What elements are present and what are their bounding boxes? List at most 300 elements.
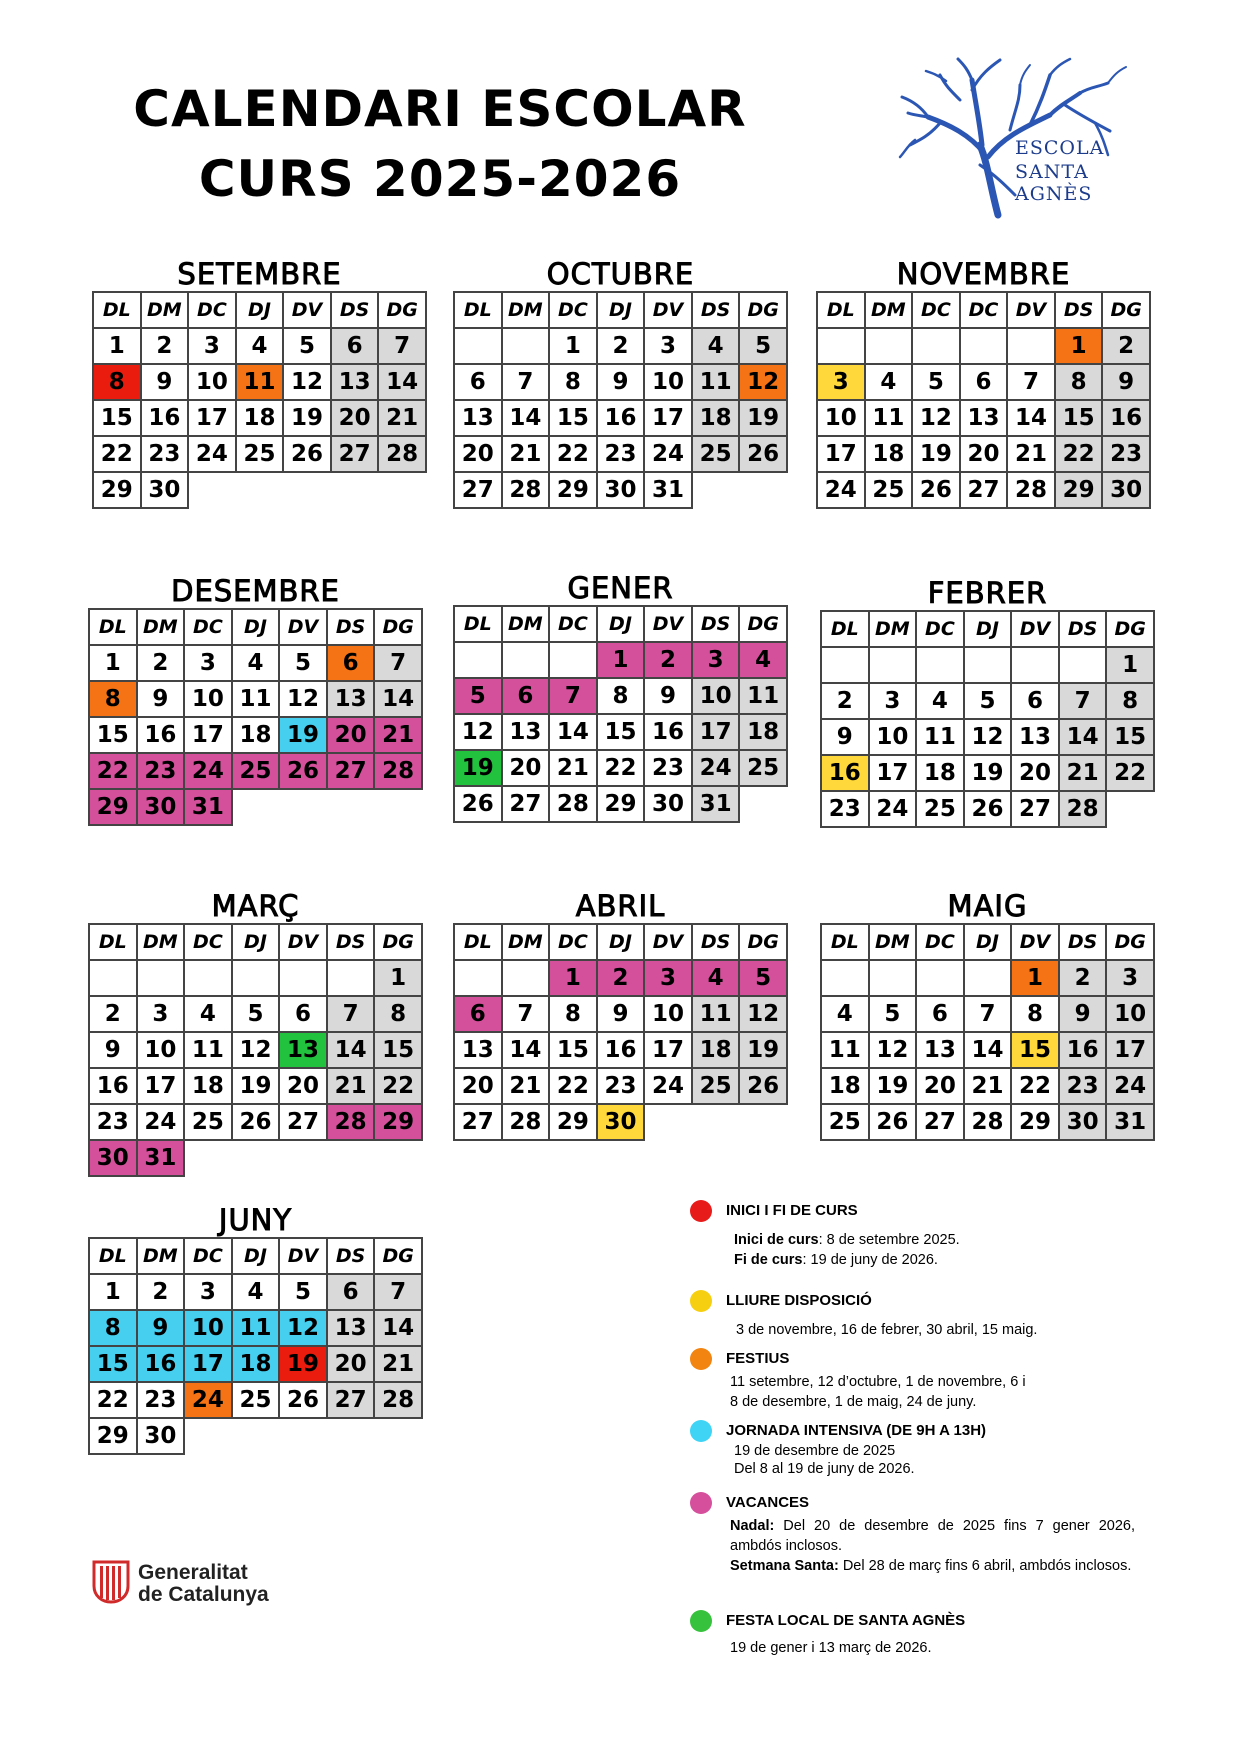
- day-cell: 28: [549, 786, 597, 822]
- page-title-line1: CALENDARI ESCOLAR: [133, 80, 747, 138]
- day-cell: 19: [964, 755, 1012, 791]
- day-cell: 20: [960, 436, 1008, 472]
- day-cell: 30: [137, 789, 185, 825]
- day-cell: 1: [374, 960, 422, 996]
- weekday-header: DL: [93, 292, 141, 328]
- day-cell: 8: [89, 681, 137, 717]
- month-name: NOVEMBRE: [896, 257, 1071, 291]
- day-cell: 6: [279, 996, 327, 1032]
- day-cell: 21: [374, 1346, 422, 1382]
- week-row: [93, 328, 426, 364]
- day-cell: 28: [378, 436, 426, 472]
- day-cell: 24: [1106, 1068, 1154, 1104]
- month-table: [816, 291, 1151, 509]
- day-cell: 1: [89, 645, 137, 681]
- day-cell: 12: [964, 719, 1012, 755]
- weekday-header: DJ: [232, 924, 280, 960]
- day-cell: 15: [1011, 1032, 1059, 1068]
- weekday-header: DS: [1059, 924, 1107, 960]
- weekday-header: DG: [1106, 924, 1154, 960]
- day-cell: 27: [916, 1104, 964, 1140]
- weekday-header: DL: [89, 924, 137, 960]
- legend-title: INICI I FI DE CURS: [726, 1202, 858, 1219]
- weekday-header: DL: [821, 924, 869, 960]
- day-cell: 24: [644, 436, 692, 472]
- day-cell: 29: [1011, 1104, 1059, 1140]
- day-cell: 5: [454, 678, 502, 714]
- weekday-header: DG: [374, 924, 422, 960]
- blank-cell: [378, 472, 426, 508]
- day-cell: 3: [644, 960, 692, 996]
- weekday-header: DL: [89, 609, 137, 645]
- day-cell: 12: [454, 714, 502, 750]
- day-cell: 19: [454, 750, 502, 786]
- blank-cell: [692, 472, 740, 508]
- day-cell: 9: [141, 364, 189, 400]
- day-cell: 22: [597, 750, 645, 786]
- day-cell: 16: [644, 714, 692, 750]
- day-cell: 27: [327, 1382, 375, 1418]
- day-cell: 6: [502, 678, 550, 714]
- day-cell: 11: [184, 1032, 232, 1068]
- day-cell: 5: [869, 996, 917, 1032]
- day-cell: 21: [374, 717, 422, 753]
- weekday-header: DC: [549, 292, 597, 328]
- day-cell: 7: [374, 1274, 422, 1310]
- month-table: [453, 605, 788, 823]
- week-row: [89, 996, 422, 1032]
- day-cell: 16: [821, 755, 869, 791]
- day-cell: 26: [279, 1382, 327, 1418]
- month-table: [453, 291, 788, 509]
- weekday-header: DV: [644, 924, 692, 960]
- day-cell: 26: [232, 1104, 280, 1140]
- month-name: ABRIL: [575, 889, 666, 923]
- day-cell: 4: [865, 364, 913, 400]
- day-cell: 9: [137, 1310, 185, 1346]
- weekday-header-row: [93, 292, 426, 328]
- day-cell: 28: [374, 1382, 422, 1418]
- month-10: [88, 1204, 423, 1455]
- day-cell: 29: [89, 789, 137, 825]
- day-cell: 15: [89, 717, 137, 753]
- month-7: [88, 890, 423, 1177]
- weekday-header: DG: [1106, 611, 1154, 647]
- day-cell: 13: [454, 400, 502, 436]
- weekday-header: DG: [739, 606, 787, 642]
- week-row: [454, 328, 787, 364]
- weekday-header: DC: [549, 606, 597, 642]
- day-cell: 9: [597, 364, 645, 400]
- day-cell: 3: [644, 328, 692, 364]
- day-cell: 16: [137, 1346, 185, 1382]
- day-cell: 18: [692, 1032, 740, 1068]
- weekday-header: DM: [502, 606, 550, 642]
- legend-value: : 19 de juny de 2026.: [802, 1252, 938, 1268]
- blank-cell: [739, 472, 787, 508]
- day-cell: 2: [137, 645, 185, 681]
- day-cell: 15: [1055, 400, 1103, 436]
- month-3: [816, 258, 1151, 509]
- day-cell: 21: [1059, 755, 1107, 791]
- weekday-header: DS: [327, 924, 375, 960]
- day-cell: 31: [184, 789, 232, 825]
- day-cell: 16: [89, 1068, 137, 1104]
- day-cell: 21: [502, 1068, 550, 1104]
- day-cell: 22: [549, 436, 597, 472]
- day-cell: 23: [1102, 436, 1150, 472]
- weekday-header: DV: [279, 924, 327, 960]
- blank-cell: [374, 1418, 422, 1454]
- day-cell: 14: [327, 1032, 375, 1068]
- day-cell: 21: [378, 400, 426, 436]
- day-cell: 30: [137, 1418, 185, 1454]
- day-cell: 11: [739, 678, 787, 714]
- day-cell: 28: [964, 1104, 1012, 1140]
- empty-day-cell: [912, 328, 960, 364]
- weekday-header: DJ: [232, 1238, 280, 1274]
- day-cell: 14: [964, 1032, 1012, 1068]
- gencat-line2: de Catalunya: [138, 1583, 269, 1606]
- day-cell: 15: [89, 1346, 137, 1382]
- month-1: [92, 258, 427, 509]
- day-cell: 25: [184, 1104, 232, 1140]
- day-cell: 13: [502, 714, 550, 750]
- weekday-header-row: [89, 609, 422, 645]
- day-cell: 28: [1007, 472, 1055, 508]
- day-cell: 12: [739, 364, 787, 400]
- week-row: [89, 1104, 422, 1140]
- day-cell: 8: [374, 996, 422, 1032]
- week-row: [821, 1032, 1154, 1068]
- day-cell: 19: [869, 1068, 917, 1104]
- legend-line: Del 8 al 19 de juny de 2026.: [734, 1461, 915, 1477]
- day-cell: 24: [184, 1382, 232, 1418]
- empty-day-cell: [232, 960, 280, 996]
- day-cell: 19: [912, 436, 960, 472]
- legend-line: 11 setembre, 12 d’octubre, 1 de novembre, 6 i: [730, 1374, 1026, 1390]
- day-cell: 25: [232, 753, 280, 789]
- day-cell: 8: [549, 364, 597, 400]
- month-name: GENER: [567, 571, 674, 605]
- day-cell: 10: [869, 719, 917, 755]
- month-table: [92, 291, 427, 509]
- day-cell: 15: [374, 1032, 422, 1068]
- day-cell: 28: [502, 472, 550, 508]
- week-row: [454, 960, 787, 996]
- blank-cell: [692, 1104, 740, 1140]
- day-cell: 28: [327, 1104, 375, 1140]
- day-cell: 25: [692, 436, 740, 472]
- blank-cell: [283, 472, 331, 508]
- weekday-header-row: [821, 924, 1154, 960]
- weekday-header: DG: [378, 292, 426, 328]
- day-cell: 13: [916, 1032, 964, 1068]
- day-cell: 29: [374, 1104, 422, 1140]
- week-row: [454, 400, 787, 436]
- week-row: [454, 1068, 787, 1104]
- day-cell: 30: [89, 1140, 137, 1176]
- blank-cell: [739, 786, 787, 822]
- blank-cell: [327, 1418, 375, 1454]
- month-4: [88, 575, 423, 826]
- day-cell: 9: [644, 678, 692, 714]
- day-cell: 9: [821, 719, 869, 755]
- day-cell: 13: [960, 400, 1008, 436]
- day-cell: 27: [331, 436, 379, 472]
- day-cell: 29: [1055, 472, 1103, 508]
- day-cell: 11: [865, 400, 913, 436]
- weekday-header: DC: [549, 924, 597, 960]
- day-cell: 19: [739, 1032, 787, 1068]
- legend-bold: Setmana Santa:: [730, 1558, 839, 1574]
- day-cell: 29: [93, 472, 141, 508]
- week-row: [93, 436, 426, 472]
- weekday-header-row: [454, 606, 787, 642]
- day-cell: 3: [188, 328, 236, 364]
- day-cell: 23: [644, 750, 692, 786]
- legend-text: 3 de novembre, 16 de febrer, 30 abril, 15 maig.: [736, 1322, 1038, 1338]
- catalan-flag-icon: [92, 1560, 130, 1604]
- day-cell: 22: [93, 436, 141, 472]
- weekday-header: DL: [454, 292, 502, 328]
- month-8: [453, 890, 788, 1141]
- day-cell: 29: [89, 1418, 137, 1454]
- week-row: [89, 1274, 422, 1310]
- weekday-header: DS: [327, 609, 375, 645]
- day-cell: 30: [1102, 472, 1150, 508]
- day-cell: 25: [236, 436, 284, 472]
- empty-day-cell: [964, 960, 1012, 996]
- blank-cell: [279, 789, 327, 825]
- day-cell: 11: [692, 996, 740, 1032]
- month-name: OCTUBRE: [546, 257, 695, 291]
- day-cell: 3: [869, 683, 917, 719]
- day-cell: 2: [1102, 328, 1150, 364]
- day-cell: 25: [865, 472, 913, 508]
- day-cell: 29: [549, 1104, 597, 1140]
- day-cell: 14: [374, 681, 422, 717]
- weekday-header: DC: [916, 924, 964, 960]
- day-cell: 18: [916, 755, 964, 791]
- weekday-header: DS: [692, 606, 740, 642]
- week-row: [817, 400, 1150, 436]
- week-row: [454, 436, 787, 472]
- day-cell: 18: [232, 717, 280, 753]
- day-cell: 6: [916, 996, 964, 1032]
- green-dot-icon: [690, 1610, 712, 1632]
- day-cell: 31: [137, 1140, 185, 1176]
- day-cell: 17: [184, 1346, 232, 1382]
- weekday-header: DL: [454, 924, 502, 960]
- day-cell: 1: [93, 328, 141, 364]
- day-cell: 3: [817, 364, 865, 400]
- blank-cell: [327, 789, 375, 825]
- day-cell: 4: [821, 996, 869, 1032]
- day-cell: 17: [644, 400, 692, 436]
- weekday-header-row: [454, 924, 787, 960]
- day-cell: 29: [549, 472, 597, 508]
- day-cell: 21: [1007, 436, 1055, 472]
- day-cell: 18: [184, 1068, 232, 1104]
- day-cell: 15: [549, 400, 597, 436]
- day-cell: 24: [692, 750, 740, 786]
- month-5: [453, 572, 788, 823]
- day-cell: 7: [1059, 683, 1107, 719]
- day-cell: 20: [279, 1068, 327, 1104]
- gencat-line1: Generalitat: [138, 1561, 248, 1584]
- day-cell: 11: [692, 364, 740, 400]
- day-cell: 19: [279, 717, 327, 753]
- week-row: [821, 791, 1154, 827]
- month-table: [820, 610, 1155, 828]
- day-cell: 18: [739, 714, 787, 750]
- weekday-header: DM: [137, 924, 185, 960]
- day-cell: 19: [283, 400, 331, 436]
- day-cell: 9: [137, 681, 185, 717]
- weekday-header: DC: [184, 609, 232, 645]
- weekday-header-row: [817, 292, 1150, 328]
- day-cell: 17: [184, 717, 232, 753]
- day-cell: 27: [279, 1104, 327, 1140]
- day-cell: 25: [739, 750, 787, 786]
- weekday-header: DJ: [232, 609, 280, 645]
- day-cell: 2: [597, 328, 645, 364]
- day-cell: 26: [454, 786, 502, 822]
- blank-cell: [279, 1140, 327, 1176]
- day-cell: 1: [549, 328, 597, 364]
- day-cell: 23: [89, 1104, 137, 1140]
- week-row: [454, 750, 787, 786]
- day-cell: 15: [1106, 719, 1154, 755]
- day-cell: 23: [137, 753, 185, 789]
- day-cell: 27: [454, 472, 502, 508]
- day-cell: 12: [279, 1310, 327, 1346]
- blank-cell: [331, 472, 379, 508]
- weekday-header: DS: [692, 924, 740, 960]
- week-row: [89, 681, 422, 717]
- empty-day-cell: [327, 960, 375, 996]
- day-cell: 30: [644, 786, 692, 822]
- day-cell: 3: [184, 645, 232, 681]
- day-cell: 20: [916, 1068, 964, 1104]
- day-cell: 5: [912, 364, 960, 400]
- day-cell: 26: [964, 791, 1012, 827]
- weekday-header: DV: [1011, 924, 1059, 960]
- day-cell: 10: [1106, 996, 1154, 1032]
- day-cell: 16: [1059, 1032, 1107, 1068]
- legend-text: [730, 1516, 1135, 1576]
- day-cell: 15: [549, 1032, 597, 1068]
- week-row: [89, 753, 422, 789]
- day-cell: 11: [821, 1032, 869, 1068]
- day-cell: 7: [502, 364, 550, 400]
- day-cell: 12: [279, 681, 327, 717]
- day-cell: 30: [597, 1104, 645, 1140]
- week-row: [89, 1068, 422, 1104]
- blank-cell: [232, 1140, 280, 1176]
- legend-title: JORNADA INTENSIVA (DE 9H A 13H): [726, 1422, 987, 1439]
- week-row: [89, 1310, 422, 1346]
- day-cell: 20: [1011, 755, 1059, 791]
- day-cell: 23: [141, 436, 189, 472]
- day-cell: 21: [327, 1068, 375, 1104]
- blank-cell: [644, 1104, 692, 1140]
- day-cell: 14: [378, 364, 426, 400]
- day-cell: 2: [597, 960, 645, 996]
- day-cell: 25: [916, 791, 964, 827]
- weekday-header: DC: [184, 924, 232, 960]
- month-name: JUNY: [218, 1203, 293, 1237]
- day-cell: 19: [739, 400, 787, 436]
- day-cell: 22: [89, 1382, 137, 1418]
- day-cell: 22: [1011, 1068, 1059, 1104]
- day-cell: 10: [644, 364, 692, 400]
- school-logo: [880, 45, 1160, 220]
- day-cell: 4: [184, 996, 232, 1032]
- day-cell: 4: [739, 642, 787, 678]
- day-cell: 20: [331, 400, 379, 436]
- legend-line: 19 de desembre de 2025: [734, 1443, 896, 1459]
- day-cell: 24: [817, 472, 865, 508]
- day-cell: 11: [916, 719, 964, 755]
- blank-cell: [184, 1140, 232, 1176]
- day-cell: 1: [1011, 960, 1059, 996]
- empty-day-cell: [1011, 647, 1059, 683]
- month-name: SETEMBRE: [177, 257, 342, 291]
- empty-day-cell: [1007, 328, 1055, 364]
- week-row: [89, 1032, 422, 1068]
- day-cell: 2: [89, 996, 137, 1032]
- week-row: [454, 1104, 787, 1140]
- empty-day-cell: [865, 328, 913, 364]
- day-cell: 17: [869, 755, 917, 791]
- weekday-header: DG: [739, 924, 787, 960]
- empty-day-cell: [549, 642, 597, 678]
- day-cell: 17: [692, 714, 740, 750]
- day-cell: 6: [327, 1274, 375, 1310]
- weekday-header: DL: [821, 611, 869, 647]
- cyan-dot-icon: [690, 1420, 712, 1442]
- week-row: [89, 645, 422, 681]
- day-cell: 19: [232, 1068, 280, 1104]
- week-row: [93, 472, 426, 508]
- day-cell: 20: [454, 436, 502, 472]
- month-name: MAIG: [947, 889, 1028, 923]
- week-row: [821, 1104, 1154, 1140]
- page-title-line2: CURS 2025-2026: [198, 150, 682, 208]
- generalitat-logo: [92, 1560, 292, 1610]
- day-cell: 10: [184, 1310, 232, 1346]
- weekday-header: DV: [279, 1238, 327, 1274]
- day-cell: 30: [141, 472, 189, 508]
- weekday-header: DG: [739, 292, 787, 328]
- day-cell: 22: [89, 753, 137, 789]
- weekday-header: DM: [502, 924, 550, 960]
- day-cell: 23: [137, 1382, 185, 1418]
- day-cell: 23: [597, 436, 645, 472]
- legend-title: FESTIUS: [726, 1350, 790, 1367]
- week-row: [821, 647, 1154, 683]
- day-cell: 24: [188, 436, 236, 472]
- day-cell: 6: [454, 364, 502, 400]
- week-row: [454, 786, 787, 822]
- weekday-header: DJ: [597, 292, 645, 328]
- day-cell: 16: [137, 717, 185, 753]
- weekday-header: DC: [188, 292, 236, 328]
- weekday-header: DV: [283, 292, 331, 328]
- day-cell: 28: [1059, 791, 1107, 827]
